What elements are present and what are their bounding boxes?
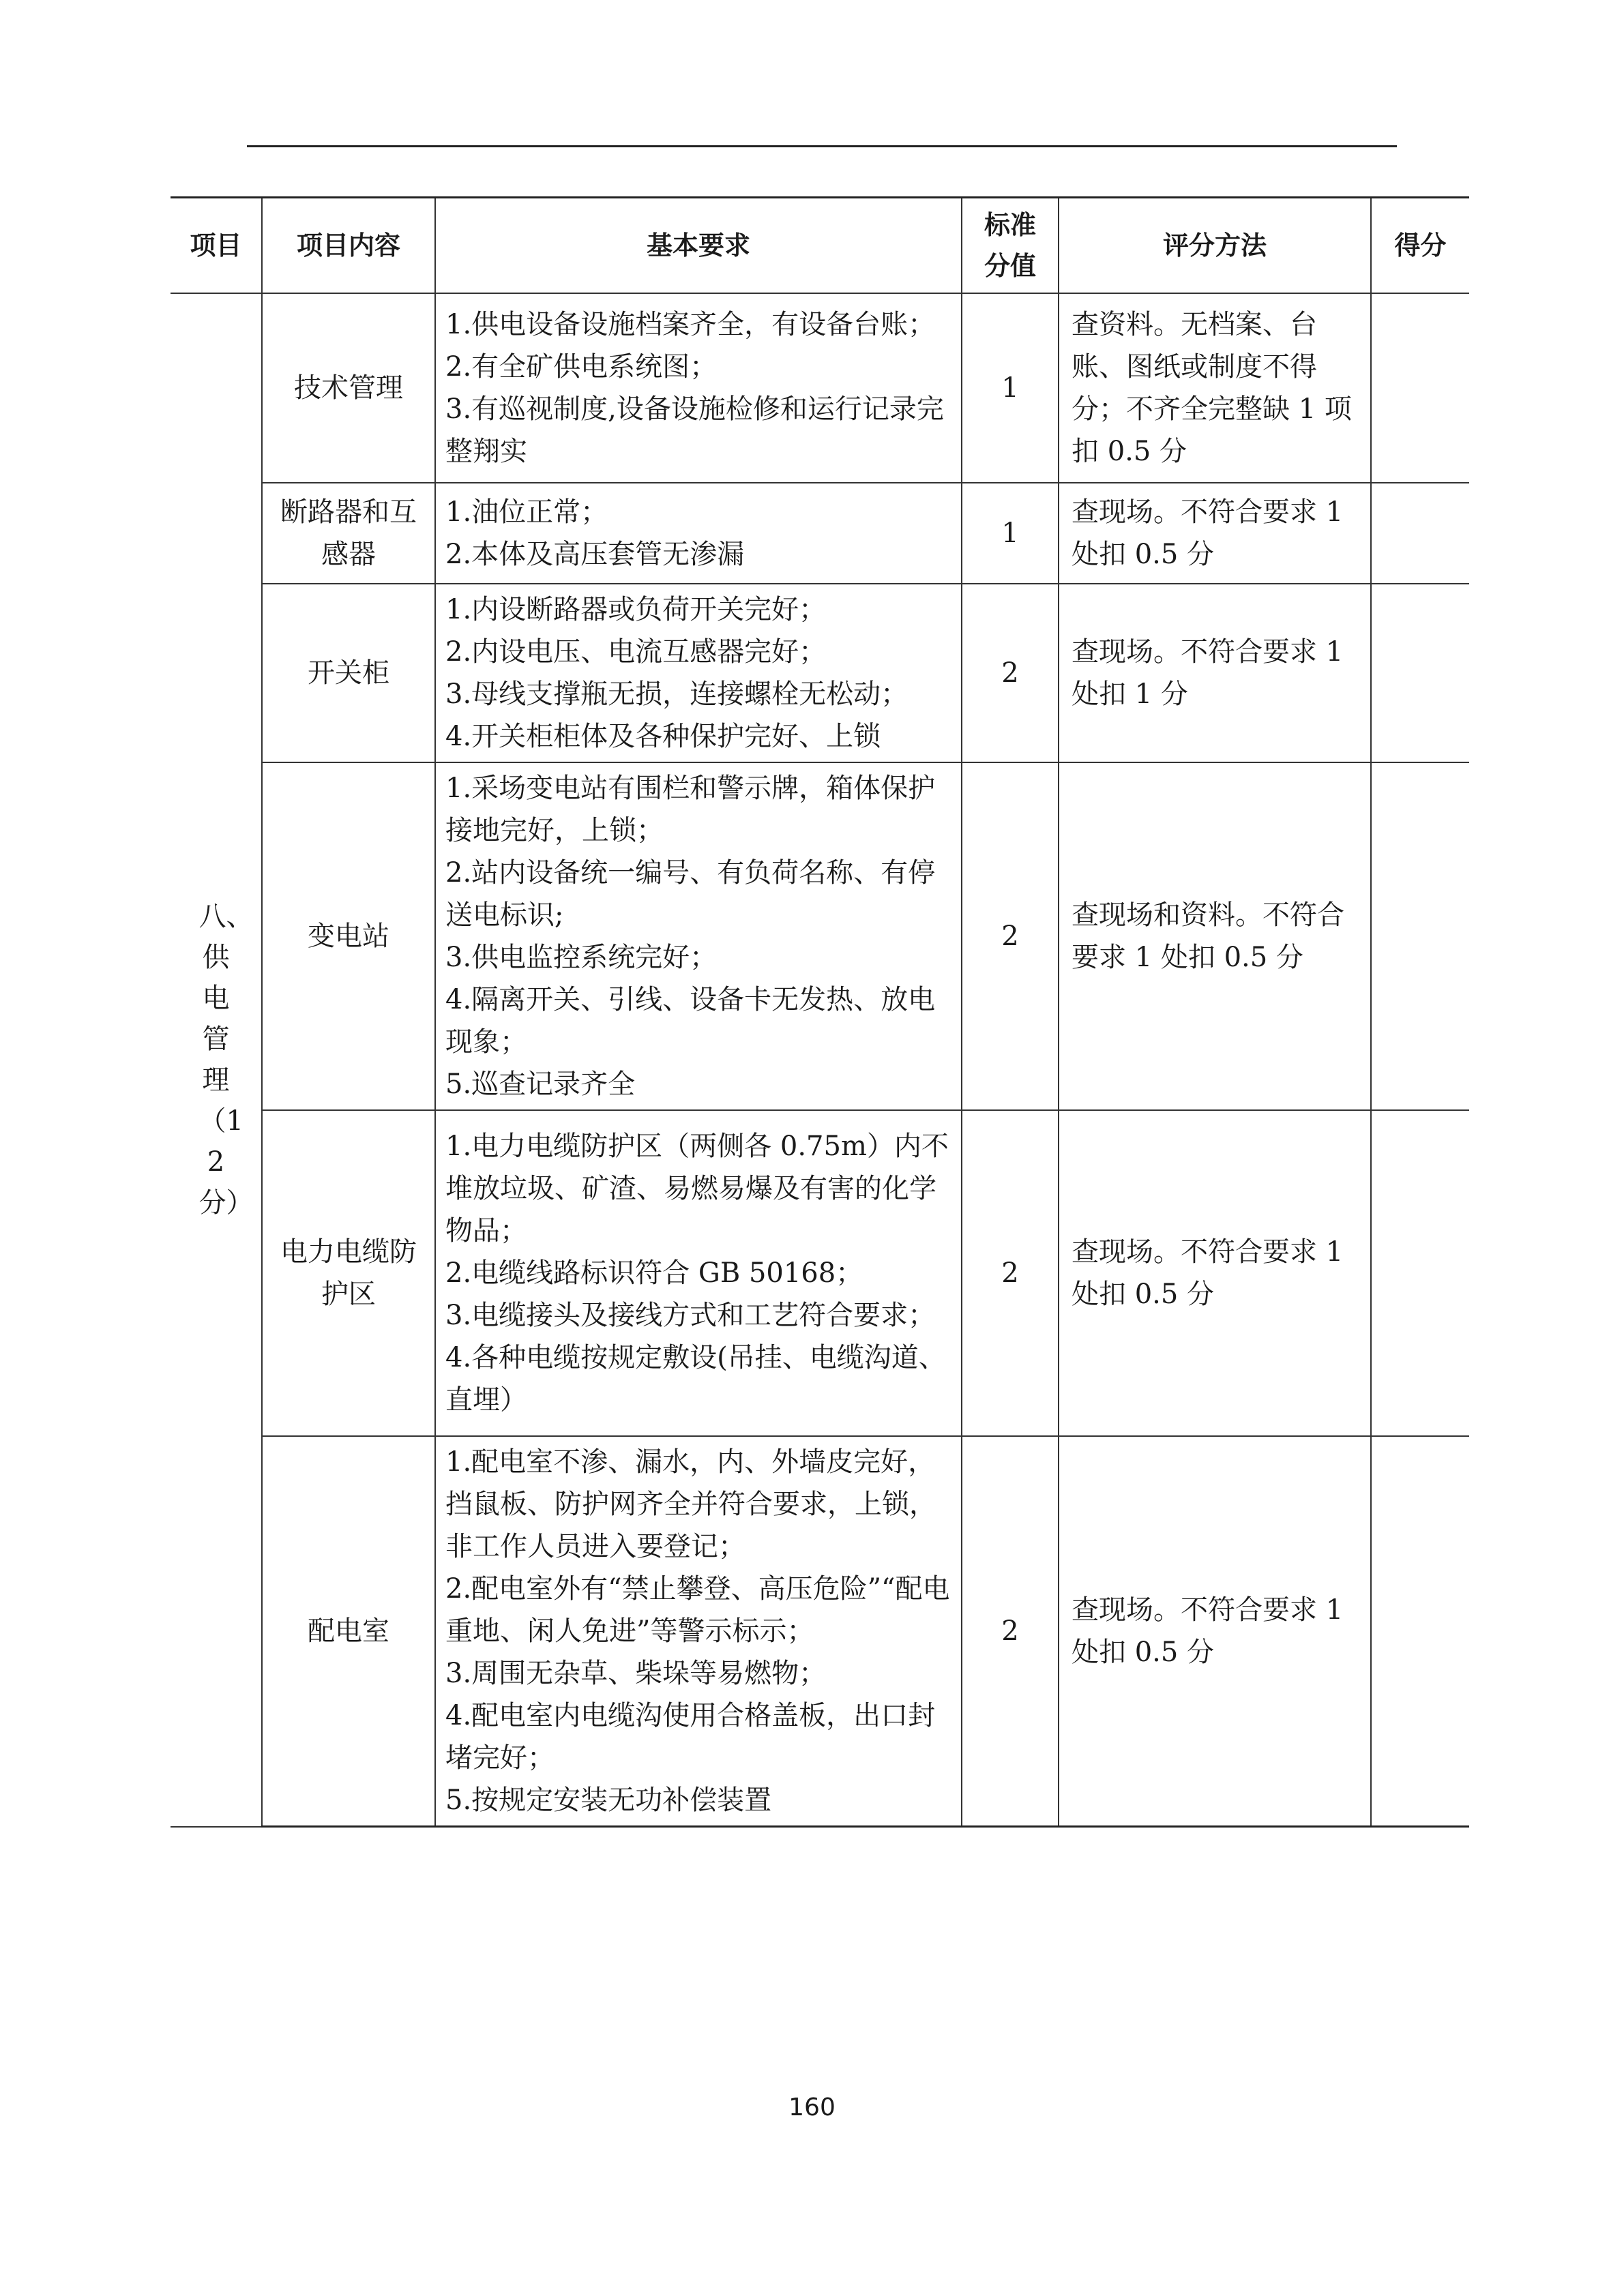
requirement-line: 4.各种电缆按规定敷设(吊挂、电缆沟道、直埋） — [445, 1342, 946, 1416]
table-row — [171, 584, 1469, 762]
content-cell: 开关柜 — [262, 584, 435, 762]
requirement-line: 2.本体及高压套管无渗漏 — [445, 539, 745, 570]
value-cell: 1 — [962, 483, 1059, 584]
requirement-line: 2.配电室外有“禁止攀登、高压危险”“配电重地、闲人免进”等警示标示； — [445, 1573, 950, 1647]
header-standard-score: 标准分值 — [962, 198, 1059, 294]
requirement-line: 1.油位正常； — [445, 496, 608, 528]
header-score: 得分 — [1371, 198, 1469, 294]
content-cell: 断路器和互感器 — [262, 483, 435, 584]
requirement-cell — [435, 1436, 962, 1827]
requirement-line: 1.采场变电站有围栏和警示牌，箱体保护接地完好，上锁； — [445, 773, 936, 846]
table-row — [171, 1436, 1469, 1827]
requirement-line: 2.内设电压、电流互感器完好； — [445, 636, 827, 668]
requirement-line: 4.配电室内电缆沟使用合格盖板，出口封堵完好； — [445, 1700, 936, 1774]
content-cell: 变电站 — [262, 762, 435, 1110]
requirement-cell — [435, 762, 962, 1110]
requirement-cell — [435, 293, 962, 483]
table-row — [171, 762, 1469, 1110]
requirement-line: 1.配电室不渗、漏水，内、外墙皮完好，挡鼠板、防护网齐全并符合要求，上锁，非工作人员进入要登记； — [445, 1446, 936, 1562]
table-row — [171, 293, 1469, 483]
method-cell: 查现场。不符合要求 1 处扣 0.5 分 — [1059, 1436, 1371, 1827]
requirement-line: 5.巡查记录齐全 — [445, 1069, 636, 1100]
value-cell: 1 — [962, 293, 1059, 483]
requirement-cell — [435, 1110, 962, 1436]
section-title-cell — [171, 293, 262, 1827]
header-rule — [247, 145, 1397, 147]
requirement-line: 2.电缆线路标识符合 GB 50168； — [445, 1257, 863, 1289]
requirement-line: 3.有巡视制度,设备设施检修和运行记录完整翔实 — [445, 393, 944, 467]
requirement-line: 3.电缆接头及接线方式和工艺符合要求； — [445, 1300, 936, 1331]
requirement-line: 2.有全矿供电系统图； — [445, 351, 718, 383]
score-cell — [1371, 483, 1469, 584]
content-cell: 电力电缆防护区 — [262, 1110, 435, 1436]
requirement-line: 4.隔离开关、引线、设备卡无发热、放电现象； — [445, 984, 936, 1058]
score-cell — [1371, 584, 1469, 762]
requirement-line: 1.电力电缆防护区（两侧各 0.75m）内不堆放垃圾、矿渣、易燃易爆及有害的化学物品； — [445, 1131, 949, 1247]
requirement-line: 3.周围无杂草、柴垛等易燃物； — [445, 1658, 827, 1689]
requirement-line: 4.开关柜柜体及各种保护完好、上锁 — [445, 721, 881, 752]
requirement-line: 3.供电监控系统完好； — [445, 942, 718, 973]
score-cell — [1371, 1436, 1469, 1827]
requirement-line: 5.按规定安装无功补偿装置 — [445, 1785, 772, 1816]
value-cell: 2 — [962, 762, 1059, 1110]
score-cell — [1371, 762, 1469, 1110]
value-cell: 2 — [962, 584, 1059, 762]
header-item: 项目 — [171, 198, 262, 294]
method-cell: 查现场。不符合要求 1 处扣 0.5 分 — [1059, 1110, 1371, 1436]
requirement-line: 2.站内设备统一编号、有负荷名称、有停送电标识; — [445, 857, 936, 931]
score-cell — [1371, 293, 1469, 483]
requirement-line: 1.供电设备设施档案齐全，有设备台账； — [445, 309, 936, 340]
score-cell — [1371, 1110, 1469, 1436]
section-title: 八、供电管理（12分） — [198, 901, 254, 1219]
scoring-table — [171, 196, 1469, 1828]
requirement-line: 3.母线支撑瓶无损，连接螺栓无松动； — [445, 679, 909, 710]
requirement-line: 1.内设断路器或负荷开关完好； — [445, 594, 827, 625]
value-cell: 2 — [962, 1110, 1059, 1436]
table-header-row — [171, 198, 1469, 294]
content-cell: 技术管理 — [262, 293, 435, 483]
header-requirement: 基本要求 — [435, 198, 962, 294]
method-cell: 查资料。无档案、台账、图纸或制度不得分；不齐全完整缺 1 项扣 0.5 分 — [1059, 293, 1371, 483]
table-row — [171, 1110, 1469, 1436]
method-cell: 查现场。不符合要求 1 处扣 1 分 — [1059, 584, 1371, 762]
table-row — [171, 483, 1469, 584]
content-cell: 配电室 — [262, 1436, 435, 1827]
requirement-cell — [435, 584, 962, 762]
page-number: 160 — [788, 2093, 836, 2121]
method-cell: 查现场和资料。不符合要求 1 处扣 0.5 分 — [1059, 762, 1371, 1110]
value-cell: 2 — [962, 1436, 1059, 1827]
requirement-cell — [435, 483, 962, 584]
method-cell: 查现场。不符合要求 1 处扣 0.5 分 — [1059, 483, 1371, 584]
header-method: 评分方法 — [1059, 198, 1371, 294]
header-content: 项目内容 — [262, 198, 435, 294]
